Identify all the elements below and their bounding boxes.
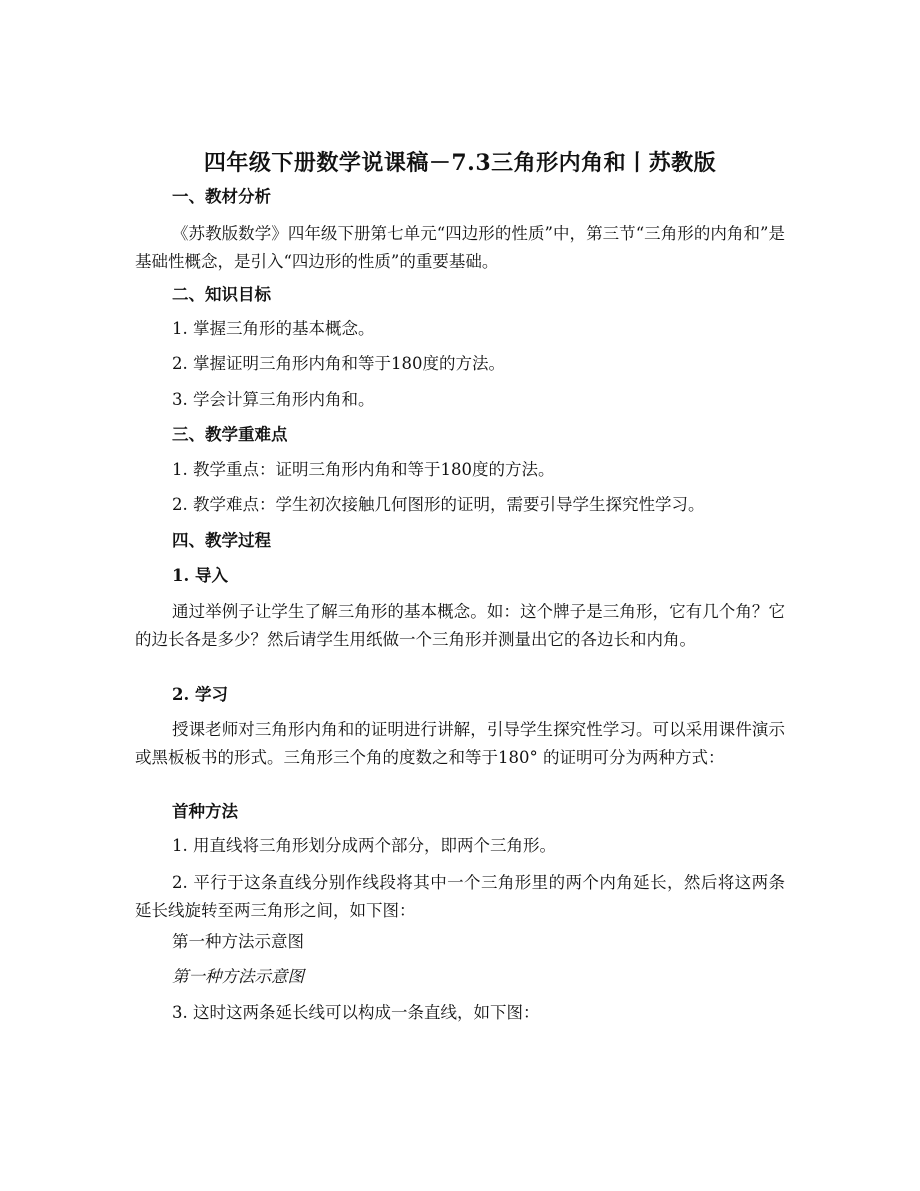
keypoint-item-1: 1. 教学重点：证明三角形内角和等于180度的方法。 <box>172 460 555 479</box>
method-item-2: 2. 平行于这条直线分别作线段将其中一个三角形里的两个内角延长，然后将这两条延长线旋转至两三角形之间，如下图： <box>135 873 785 920</box>
goal-item-2: 2. 掌握证明三角形内角和等于180度的方法。 <box>172 354 505 373</box>
section-heading-materials: 一、教材分析 <box>172 187 271 206</box>
figure-caption: 第一种方法示意图 <box>172 967 304 986</box>
section-heading-goals: 二、知识目标 <box>172 285 271 304</box>
keypoint-item-2: 2. 教学难点：学生初次接触几何图形的证明，需要引导学生探究性学习。 <box>172 495 705 514</box>
goal-item-1: 1. 掌握三角形的基本概念。 <box>172 319 375 338</box>
paragraph-materials: 《苏教版数学》四年级下册第七单元“四边形的性质”中，第三节“三角形的内角和”是基础性概念，是引入“四边形的性质”的重要基础。 <box>135 224 785 271</box>
method-item-1: 1. 用直线将三角形划分成两个部分，即两个三角形。 <box>172 836 556 855</box>
method-item-3: 3. 这时这两条延长线可以构成一条直线，如下图： <box>172 1003 540 1022</box>
section-heading-process: 四、教学过程 <box>172 531 271 550</box>
subsection-heading-intro: 1. 导入 <box>172 566 228 585</box>
subsection-heading-study: 2. 学习 <box>172 685 228 704</box>
paragraph-intro: 通过举例子让学生了解三角形的基本概念。如：这个牌子是三角形，它有几个角？它的边长各是多少？然后请学生用纸做一个三角形并测量出它的各边长和内角。 <box>135 602 785 649</box>
figure-label: 第一种方法示意图 <box>172 932 304 951</box>
paragraph-study: 授课老师对三角形内角和的证明进行讲解，引导学生探究性学习。可以采用课件演示或黑板板书的形式。三角形三个角的度数之和等于180° 的证明可分为两种方式： <box>135 720 785 767</box>
method-heading: 首种方法 <box>172 802 238 821</box>
goal-item-3: 3. 学会计算三角形内角和。 <box>172 390 375 409</box>
document-title: 四年级下册数学说课稿－7.3三角形内角和丨苏教版 <box>203 150 717 176</box>
section-heading-keypoints: 三、教学重难点 <box>172 425 288 444</box>
